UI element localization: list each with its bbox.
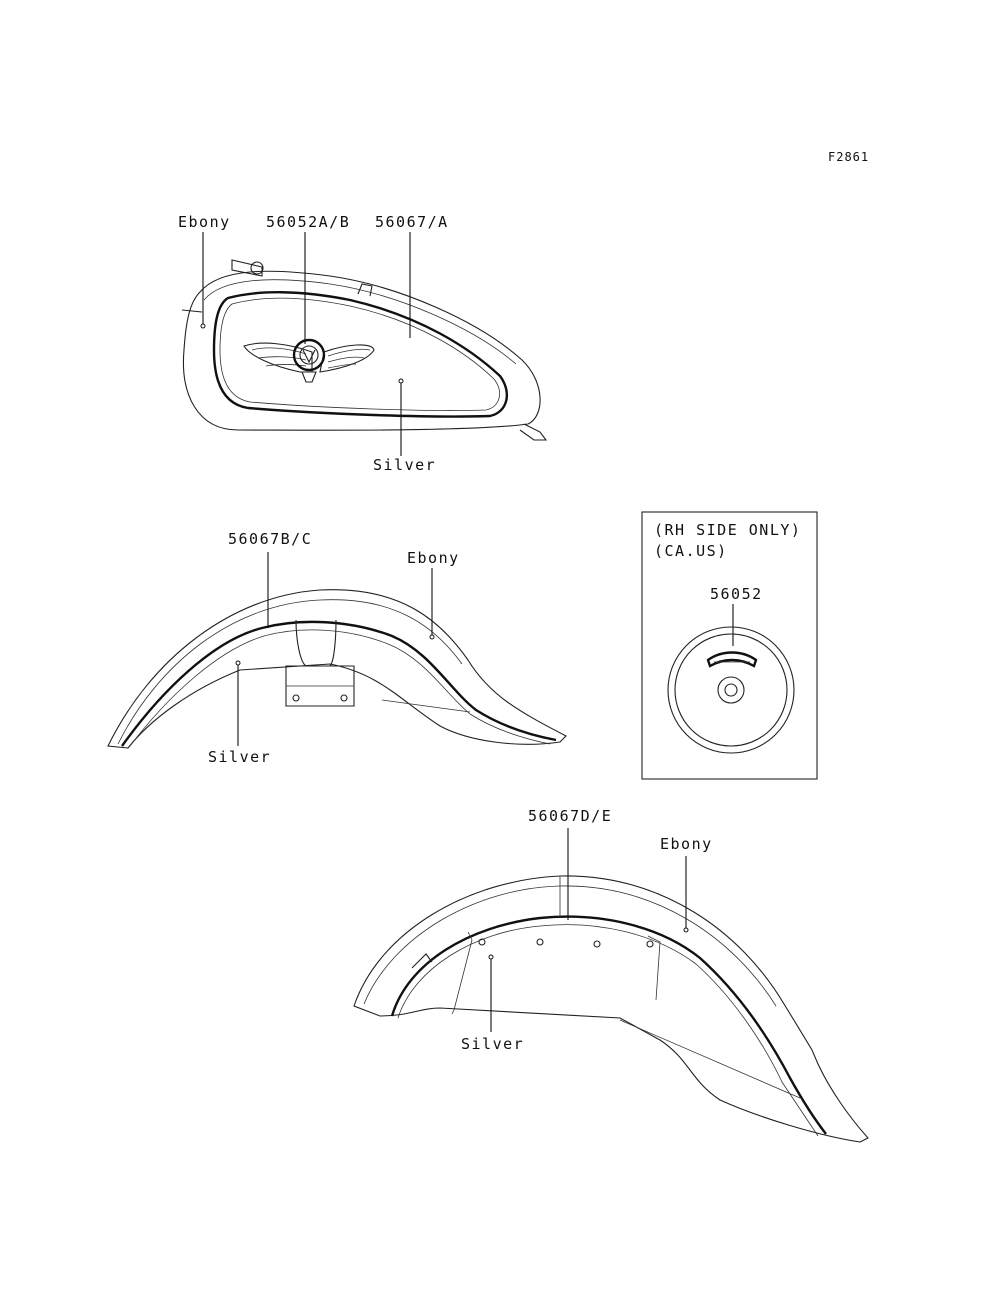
label-56052: 56052 <box>710 585 763 603</box>
figure-code: F2861 <box>828 150 870 164</box>
label-ebony-front: Ebony <box>407 549 460 567</box>
label-ebony-tank: Ebony <box>178 213 231 231</box>
front-fender-drawing <box>108 590 566 748</box>
fuel-tank-drawing <box>182 260 546 440</box>
callout-dot <box>201 324 205 328</box>
callout-dot <box>430 635 434 639</box>
inset-note-line1: (RH SIDE ONLY) <box>654 521 802 539</box>
label-silver-front: Silver <box>208 748 272 766</box>
callout-dot <box>236 661 240 665</box>
rear-fender-drawing <box>354 876 868 1142</box>
label-56052ab: 56052A/B <box>266 213 351 231</box>
label-silver-rear: Silver <box>461 1035 525 1053</box>
callout-dot <box>684 928 688 932</box>
label-ebony-rear: Ebony <box>660 835 713 853</box>
label-56067de: 56067D/E <box>528 807 613 825</box>
inset-note-line2: (CA.US) <box>654 542 728 560</box>
label-56067a: 56067/A <box>375 213 449 231</box>
label-56067bc: 56067B/C <box>228 530 313 548</box>
inset-box <box>642 512 817 779</box>
callout-dot <box>399 379 403 383</box>
wing-emblem <box>244 340 374 382</box>
label-silver-tank: Silver <box>373 456 437 474</box>
callout-dot <box>489 955 493 959</box>
